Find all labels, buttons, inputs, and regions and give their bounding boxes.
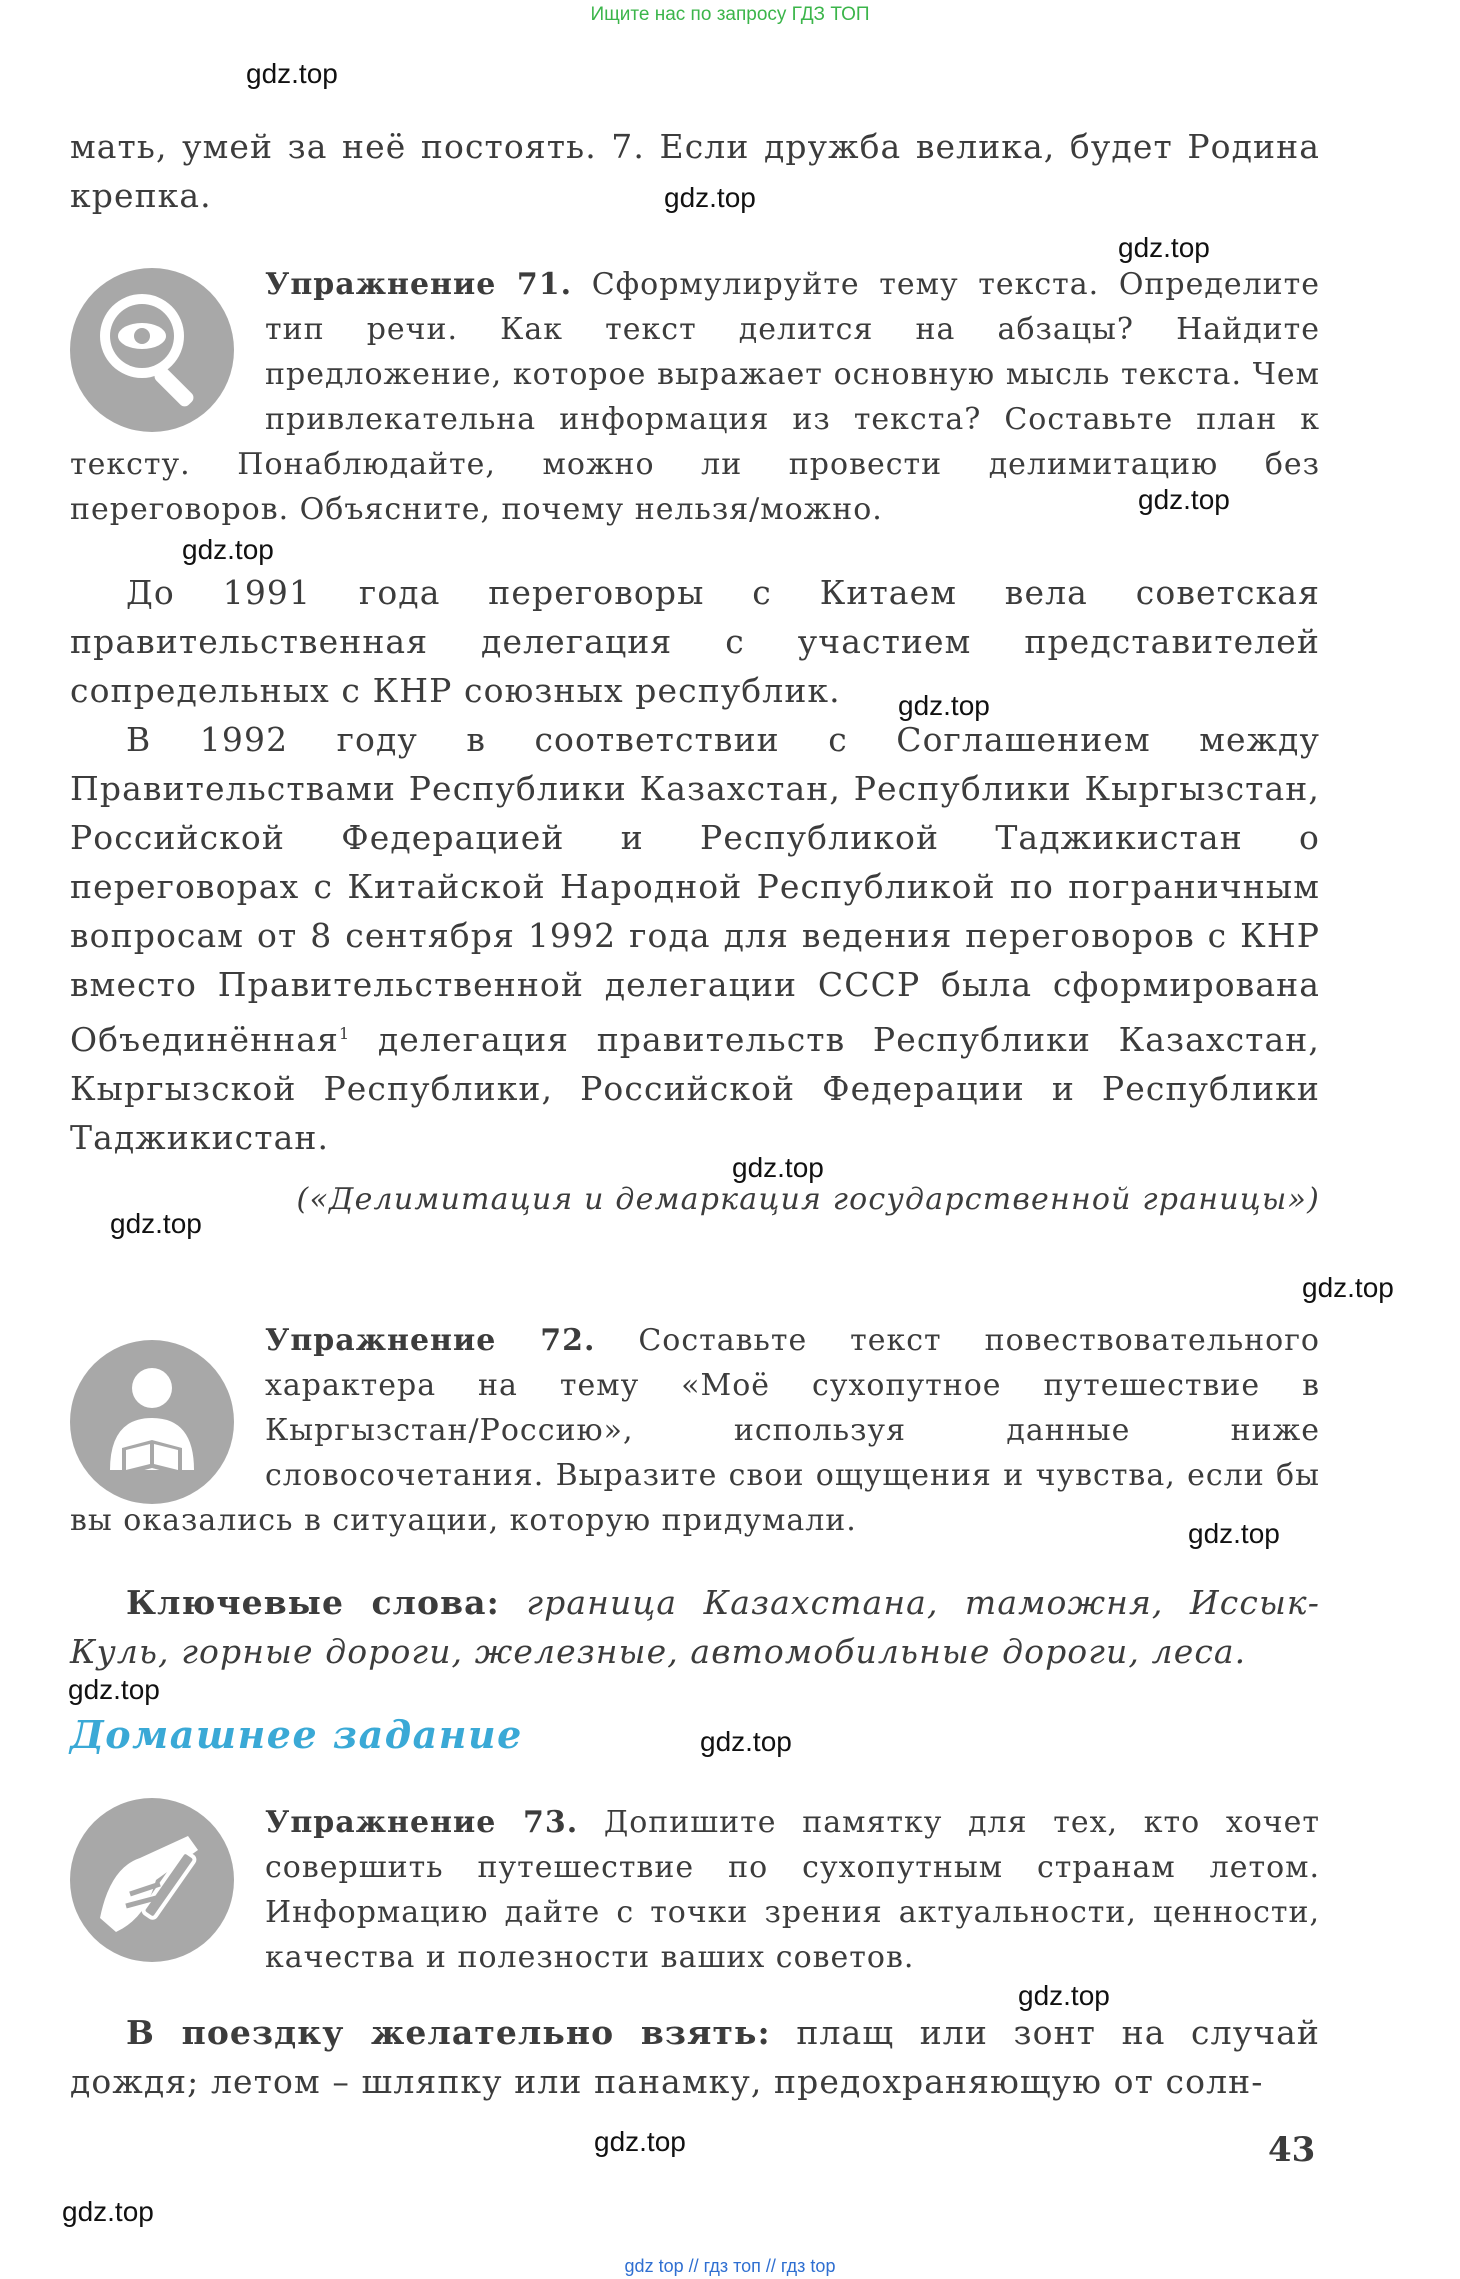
text-paragraph-2 <box>70 715 1320 1162</box>
exercise-73-body: Допишите памятку для тех, кто хочет совершить путешествие по сухопутным странам летом. Информацию дайте с точки зрения актуальности, ценности, качества и полезности ваших советов. <box>265 1805 1320 1975</box>
homework-heading-wrap <box>70 1712 1320 1757</box>
text-paragraph-1: До 1991 года переговоры с Китаем вела советская правительственная делегация с участием представителей сопредельных с КНР союзных республик. <box>70 573 1320 710</box>
watermark: gdz.top <box>110 1208 202 1239</box>
watermark: gdz.top <box>182 534 274 565</box>
keywords-list: граница Казахстана, таможня, Иссык-Куль, горные дороги, железные, автомобильные дороги, леса. <box>70 1583 1320 1671</box>
keywords-block <box>70 1578 1320 1676</box>
exercise-71-title: Упражнение 71. <box>265 267 573 302</box>
watermark: gdz.top <box>1018 1980 1110 2011</box>
trip-block <box>70 2008 1320 2106</box>
watermark: gdz.top <box>664 182 756 213</box>
text-paragraph-2-b: делегация правительств Республики Казахстан, Кыргызской Республики, Российской Федерации и Республики Таджикистан. <box>70 1020 1320 1157</box>
exercise-72 <box>70 1318 1320 1543</box>
watermark: gdz.top <box>68 1674 160 1705</box>
exercise-73-title: Упражнение 73. <box>265 1805 579 1840</box>
intro-text: мать, умей за неё постоять. 7. Если дружба велика, будет Родина крепка. <box>70 127 1320 215</box>
exercise-71 <box>70 262 1320 532</box>
keywords-text <box>70 1578 1320 1676</box>
watermark: gdz.top <box>62 2196 154 2227</box>
exercise-72-body: Составьте текст повествовательного характера на тему «Моё сухопутное путешествие в Кыргызстан/Россию», используя данные ниже словосочетания. Выразите свои ощущения и чувства, если бы вы оказались в ситуации, которую придумали. <box>70 1323 1320 1538</box>
exercise-73 <box>70 1800 1320 1980</box>
homework-title: Домашнее задание <box>70 1712 523 1757</box>
page-number: 43 <box>1268 2130 1316 2170</box>
watermark: gdz.top <box>1302 1272 1394 1303</box>
watermark: gdz.top <box>246 58 338 89</box>
text-paragraph-2-a: В 1992 году в соответствии с Соглашением между Правительствами Республики Казахстан, Республики Кыргызстан, Российской Федерацией и Республикой Таджикистан о переговорах с Китайской Народной Республикой по пограничным вопросам от 8 сентября 1992 года для ведения переговоров с КНР вместо Правительственной делегации СССР была сформирована Объединённая <box>70 720 1320 1059</box>
trip-label: В поездку желательно взять: <box>126 2013 771 2052</box>
watermark: gdz.top <box>594 2126 686 2157</box>
watermark: gdz.top <box>898 690 990 721</box>
exercise-72-title: Упражнение 72. <box>265 1323 596 1358</box>
keywords-label: Ключевые слова: <box>126 1583 500 1622</box>
source-citation: («Делимитация и демаркация государственной границы») <box>296 1182 1320 1217</box>
watermark: gdz.top <box>1118 232 1210 263</box>
main-text <box>70 568 1320 1217</box>
watermark: gdz.top <box>732 1152 824 1183</box>
watermark: gdz.top <box>700 1726 792 1757</box>
exercise-71-body: Сформулируйте тему текста. Определите тип речи. Как текст делится на абзацы? Найдите предложение, которое выражает основную мысль текста. Чем привлекательна информация из текста? Составьте план к тексту. Понаблюдайте, можно ли провести делимитацию без переговоров. Объясните, почему нельзя/можно. <box>70 267 1320 527</box>
trip-text <box>70 2008 1320 2106</box>
watermark: gdz.top <box>1138 484 1230 515</box>
footnote-marker: 1 <box>338 1024 351 1043</box>
watermark: gdz.top <box>1188 1518 1280 1549</box>
top-banner[interactable]: Ищите нас по запросу ГДЗ ТОП <box>590 4 870 25</box>
trip-body: плащ или зонт на случай дождя; летом – шляпку или панамку, предохраняющую от солн- <box>70 2013 1320 2101</box>
bottom-banner[interactable]: gdz top // гдз топ // гдз top <box>624 2256 836 2276</box>
